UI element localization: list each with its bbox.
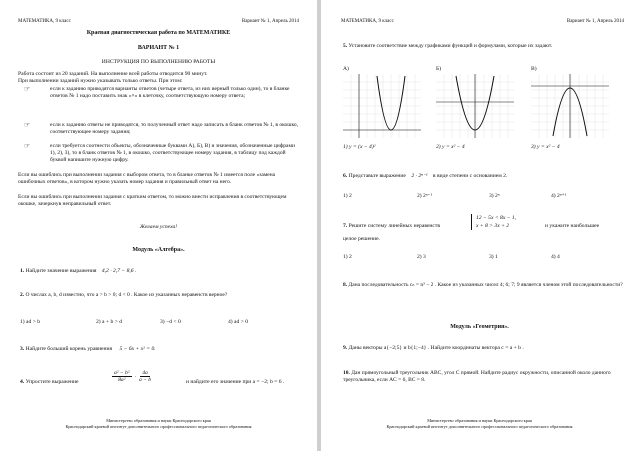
formula-option: 2) y = x² − 4 [436, 144, 465, 150]
bullet-2: если к заданию ответы не приводятся, то полученный ответ надо записать в бланк ответов № 1, в окошко, соответствующее номеру задания; [50, 122, 299, 136]
question-4-tail: и найдите его значение при a = −2; b = 6 . [186, 379, 285, 385]
footer-line-1: Министерство образования и науки Краснодарского края [106, 418, 211, 423]
question-number: 8. [343, 282, 348, 288]
question-text: Представьте выражение [348, 173, 406, 179]
paragraph-short-mistake: Если вы ошиблись при выполнении задания с кратким ответом, то можно внести исправления в соответствующем окошке, зачеркнув неправильный ответ. [18, 194, 287, 208]
graph-a [343, 74, 421, 138]
answer-option: 2) 2ⁿ⁻¹ [417, 193, 433, 199]
answer-option: 4) ad > 0 [228, 319, 249, 325]
question-number: 4. [20, 379, 25, 385]
wish-text: Желаем успеха! [139, 224, 178, 230]
fraction [139, 370, 151, 383]
answer-option: 1) 2 [343, 254, 352, 260]
question-3 [20, 346, 156, 352]
graph-c [531, 74, 609, 138]
bullet-3: если требуется соотнести объекты, обозначенные буквами А), Б), В) и значения, обозначенные цифрами 1), 2), 3), то в бланк ответов № 1, в окошко, соответствующее номеру задания, в таблицу под каждой буквой напишите нужную цифру. [50, 143, 295, 164]
fraction-numerator: 4a [142, 370, 148, 376]
header-subject: МАТЕМАТИКА, 9 класс [18, 19, 71, 24]
header-subject: МАТЕМАТИКА, 9 класс [341, 19, 394, 24]
question-7 [343, 223, 440, 229]
document-title: Краевая диагностическая работа по МАТЕМАТИКЕ [86, 30, 231, 36]
question-text: Даны векторы a{−2;5} и b{1;−4} . Найдите координаты вектора c = a + b . [348, 345, 524, 351]
graph-b [436, 74, 514, 138]
question-text: Решите систему линейных неравенств [348, 223, 440, 229]
formula-option: 3) y = x² − 4 [531, 144, 560, 150]
fraction [112, 370, 132, 383]
question-2 [20, 292, 302, 299]
pointer-icon: ☞ [24, 142, 31, 150]
question-6 [343, 173, 507, 179]
graph-label-b: Б) [436, 66, 442, 72]
inequality-1: 12 − 5x < 8x − 1, [476, 215, 517, 221]
intro-line-2: При выполнении заданий нужно указывать только ответы. При этом: [18, 78, 183, 84]
question-number: 6. [343, 173, 348, 179]
question-number: 2. [20, 292, 25, 298]
question-expression: 5 − 6x + x² = 0. [119, 346, 156, 352]
answer-option: 3) 2ⁿ [489, 193, 500, 199]
answer-option: 2) a + b > d [96, 319, 123, 325]
graph-label-a: А) [343, 66, 349, 72]
question-number: 10. [343, 370, 350, 376]
page-left [0, 0, 317, 451]
question-text: О числах a, b, d известно, что a > b > 0; d < 0 . Какое из указанных неравенств верное? [25, 292, 228, 298]
bullet-1: если к заданию приводятся варианты ответов (четыре ответа, из них верный только один), то в бланке ответов № 1 надо поставить знак «×» в клеточку, соответствующую номеру ответа; [50, 86, 290, 100]
question-text-tail: в виде степени с основанием 2. [432, 173, 508, 179]
fraction-denominator: a − b [138, 377, 152, 383]
question-1 [20, 268, 136, 274]
answer-option: 3) −d < 0 [160, 319, 181, 325]
question-text: Найдите больший корень уравнения [25, 346, 113, 352]
question-text: Дан прямоугольный треугольник ABC, угол C прямой. Найдите радиус окружности, описанной около данного треугольника, если AC = 6, BC = 8. [343, 370, 611, 384]
question-text: Упростите выражение [25, 379, 79, 385]
question-4-expression [112, 370, 151, 383]
footer-line-2: Краснодарский краевой институт дополнительного профессионального педагогического образования [65, 424, 252, 429]
instruction-title: ИНСТРУКЦИЯ ПО ВЫПОЛНЕНИЮ РАБОТЫ [101, 59, 216, 65]
question-number: 9. [343, 345, 348, 351]
question-number: 7. [343, 223, 348, 229]
variant-title: ВАРИАНТ № 1 [137, 45, 180, 51]
module-geometry-title: Модуль «Геометрия». [450, 324, 509, 330]
fraction-denominator: 8a² [118, 377, 126, 383]
inequality-2: x + 8 > 3x + 2 [476, 223, 510, 229]
question-text: Установите соответствие между графиками функций и формулами, которые их задают. [348, 43, 553, 49]
answer-option: 2) 3 [417, 254, 426, 260]
question-text: Дана последовательность cₙ = n³ − 2 . Какое из указанных чисел 4; 6; 7; 9 является членом этой последовательности? [348, 282, 623, 288]
times-sign: · [134, 373, 136, 380]
header-variant: Вариант № 1, Апрель 2014 [566, 19, 624, 24]
question-7-line-2: целое решение. [343, 236, 380, 242]
formula-option: 1) y = (x − 4)² [343, 144, 376, 150]
page-right [321, 0, 638, 451]
question-expression: 2 · 2ⁿ⁻¹ [411, 173, 428, 179]
question-7-tail: и укажите наибольшее [545, 223, 600, 229]
question-8 [343, 282, 623, 289]
answer-option: 4) 4 [551, 254, 560, 260]
intro-line-1: Работа состоит из 20 заданий. На выполнение всей работы отводится 90 минут. [18, 71, 208, 77]
answer-option: 1) 2 [343, 193, 352, 199]
answer-option: 4) 2ⁿ⁺¹ [551, 193, 567, 199]
answer-option: 1) ad > b [20, 319, 41, 325]
fraction-numerator: a² − b² [114, 370, 130, 376]
question-5 [343, 43, 623, 50]
question-expression: 4,2 · 2,7 − 8,6 . [101, 268, 137, 274]
inequality-system [471, 214, 516, 230]
answer-option: 3) 1 [489, 254, 498, 260]
header-variant: Вариант № 1, Апрель 2014 [241, 19, 299, 24]
question-number: 3. [20, 346, 25, 352]
pointer-icon: ☞ [24, 85, 31, 93]
module-algebra-title: Модуль «Алгебра». [132, 247, 185, 253]
paragraph-choice-mistake: Если вы ошиблись при выполнении задания с выбором ответа, то в бланке ответов № 1 имеется поле «замена ошибочных ответов», в котором нужно указать номер задания и правильный ответ на него. [18, 172, 276, 186]
question-number: 5. [343, 43, 348, 49]
footer-line-2: Краснодарский краевой институт дополнительного профессионального педагогического образования [386, 424, 573, 429]
graph-label-c: В) [531, 66, 537, 72]
pointer-icon: ☞ [24, 121, 31, 129]
question-9 [343, 345, 524, 351]
question-10 [343, 370, 623, 384]
question-number: 1. [20, 268, 25, 274]
footer-line-1: Министерство образования и науки Краснодарского края [427, 418, 532, 423]
question-4 [20, 379, 78, 385]
question-text: Найдите значение выражения [25, 268, 97, 274]
